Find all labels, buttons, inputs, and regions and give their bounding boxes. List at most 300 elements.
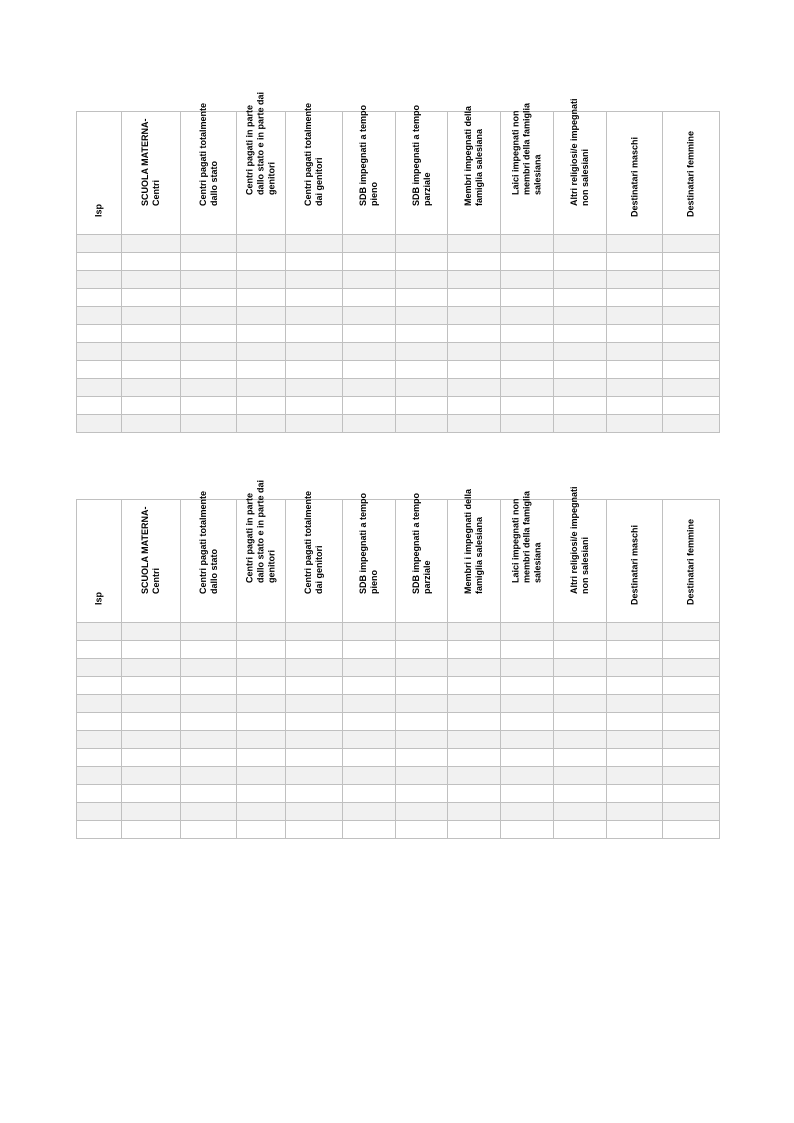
table-cell[interactable] (122, 803, 181, 821)
table-cell[interactable] (501, 415, 554, 433)
table-cell[interactable] (396, 253, 448, 271)
table-cell[interactable] (448, 641, 501, 659)
table-cell[interactable] (237, 415, 286, 433)
table-cell[interactable] (181, 623, 237, 641)
table-cell[interactable] (286, 695, 343, 713)
table-cell[interactable] (122, 415, 181, 433)
table-cell[interactable] (237, 397, 286, 415)
table-cell[interactable] (448, 713, 501, 731)
table-cell[interactable] (607, 641, 663, 659)
table-cell[interactable] (448, 785, 501, 803)
data-table-2 (76, 479, 720, 839)
table-cell[interactable] (607, 379, 663, 397)
table-cell[interactable] (501, 379, 554, 397)
table-cell[interactable] (554, 695, 607, 713)
table-cell[interactable] (286, 731, 343, 749)
table-cell[interactable] (77, 641, 122, 659)
table-cell[interactable] (286, 325, 343, 343)
table-cell[interactable] (181, 821, 237, 839)
table-cell[interactable] (501, 253, 554, 271)
table-cell[interactable] (286, 677, 343, 695)
table-cell[interactable] (663, 343, 720, 361)
table-cell[interactable] (663, 379, 720, 397)
table-cell[interactable] (501, 271, 554, 289)
table-cell[interactable] (396, 343, 448, 361)
table-cell[interactable] (396, 713, 448, 731)
table-cell[interactable] (343, 379, 396, 397)
table-cell[interactable] (237, 361, 286, 379)
table-cell[interactable] (181, 307, 237, 325)
table-cell[interactable] (181, 767, 237, 785)
table-cell[interactable] (396, 677, 448, 695)
table-cell[interactable] (554, 713, 607, 731)
table-cell[interactable] (286, 749, 343, 767)
column-header-sdb-parziale: SDB impegnati a tempo parziale (396, 112, 448, 235)
table-cell[interactable] (396, 803, 448, 821)
table-cell[interactable] (501, 731, 554, 749)
table-cell[interactable] (554, 253, 607, 271)
table-cell[interactable] (554, 677, 607, 695)
table-cell[interactable] (122, 731, 181, 749)
table-cell[interactable] (122, 677, 181, 695)
table-cell[interactable] (77, 271, 122, 289)
table-cell[interactable] (77, 677, 122, 695)
table-cell[interactable] (181, 785, 237, 803)
table-cell[interactable] (501, 767, 554, 785)
table-cell[interactable] (237, 253, 286, 271)
table-cell[interactable] (286, 271, 343, 289)
table-cell[interactable] (77, 821, 122, 839)
column-header-centri-stato: Centri pagati totalmente dallo stato (181, 500, 237, 623)
table-cell[interactable] (396, 361, 448, 379)
table-cell[interactable] (448, 361, 501, 379)
table-cell[interactable] (554, 361, 607, 379)
table-cell[interactable] (237, 785, 286, 803)
table-cell[interactable] (607, 343, 663, 361)
table-cell[interactable] (554, 397, 607, 415)
table-cell[interactable] (181, 659, 237, 677)
table-cell[interactable] (448, 379, 501, 397)
table-cell[interactable] (663, 289, 720, 307)
table-cell[interactable] (448, 253, 501, 271)
table-cell[interactable] (181, 253, 237, 271)
table-cell[interactable] (181, 713, 237, 731)
table-cell[interactable] (554, 659, 607, 677)
table-header-row (77, 112, 720, 235)
table-cell[interactable] (501, 749, 554, 767)
table-cell[interactable] (122, 659, 181, 677)
table-row (77, 659, 720, 677)
table-cell[interactable] (554, 731, 607, 749)
table-cell[interactable] (554, 623, 607, 641)
table-cell[interactable] (343, 641, 396, 659)
table-cell[interactable] (181, 379, 237, 397)
table-cell[interactable] (122, 325, 181, 343)
table-cell[interactable] (181, 749, 237, 767)
table-cell[interactable] (607, 307, 663, 325)
table-cell[interactable] (396, 659, 448, 677)
table-cell[interactable] (607, 749, 663, 767)
table-cell[interactable] (396, 307, 448, 325)
table-cell[interactable] (122, 307, 181, 325)
table-cell[interactable] (448, 415, 501, 433)
table-cell[interactable] (343, 731, 396, 749)
column-header-laici: Laici impegnati non membri della famiglia salesiana (501, 112, 554, 235)
table-cell[interactable] (448, 731, 501, 749)
table-cell[interactable] (396, 415, 448, 433)
table-cell[interactable] (663, 767, 720, 785)
column-header-scuola-materna: SCUOLA MATERNA-Centri (122, 112, 181, 235)
table-cell[interactable] (237, 749, 286, 767)
table-cell[interactable] (396, 325, 448, 343)
table-cell[interactable] (286, 253, 343, 271)
table-cell[interactable] (607, 623, 663, 641)
table-cell[interactable] (237, 713, 286, 731)
table-cell[interactable] (343, 677, 396, 695)
table-cell[interactable] (237, 677, 286, 695)
table-cell[interactable] (396, 235, 448, 253)
table-cell[interactable] (501, 307, 554, 325)
table-cell[interactable] (554, 803, 607, 821)
table-cell[interactable] (501, 343, 554, 361)
table-cell[interactable] (554, 641, 607, 659)
table-cell[interactable] (286, 307, 343, 325)
table-cell[interactable] (181, 271, 237, 289)
table-cell[interactable] (286, 415, 343, 433)
table-cell[interactable] (77, 785, 122, 803)
table-cell[interactable] (77, 379, 122, 397)
table-cell[interactable] (77, 343, 122, 361)
table-cell[interactable] (663, 749, 720, 767)
table-cell[interactable] (181, 325, 237, 343)
table-cell[interactable] (122, 235, 181, 253)
table-cell[interactable] (286, 623, 343, 641)
table-cell[interactable] (501, 803, 554, 821)
table-cell[interactable] (448, 677, 501, 695)
table-cell[interactable] (181, 731, 237, 749)
table-cell[interactable] (237, 731, 286, 749)
table-cell[interactable] (501, 641, 554, 659)
table-cell[interactable] (663, 785, 720, 803)
table-cell[interactable] (77, 713, 122, 731)
table-cell[interactable] (237, 289, 286, 307)
table-cell[interactable] (663, 415, 720, 433)
table-cell[interactable] (448, 343, 501, 361)
table-cell[interactable] (122, 695, 181, 713)
table-cell[interactable] (396, 397, 448, 415)
table-cell[interactable] (343, 659, 396, 677)
table-cell[interactable] (181, 235, 237, 253)
table-cell[interactable] (343, 785, 396, 803)
table-cell[interactable] (448, 271, 501, 289)
table-cell[interactable] (343, 271, 396, 289)
table-cell[interactable] (343, 415, 396, 433)
table-cell[interactable] (181, 803, 237, 821)
table-cell[interactable] (554, 271, 607, 289)
table-cell[interactable] (237, 821, 286, 839)
table-cell[interactable] (501, 289, 554, 307)
table-cell[interactable] (663, 695, 720, 713)
table-cell[interactable] (122, 767, 181, 785)
table-cell[interactable] (237, 343, 286, 361)
table-cell[interactable] (286, 767, 343, 785)
table-cell[interactable] (554, 749, 607, 767)
table-cell[interactable] (286, 361, 343, 379)
table-cell[interactable] (554, 767, 607, 785)
table-cell[interactable] (554, 289, 607, 307)
table-cell[interactable] (343, 803, 396, 821)
table-cell[interactable] (122, 361, 181, 379)
table-cell[interactable] (501, 623, 554, 641)
table-cell[interactable] (77, 361, 122, 379)
column-header-centri-stato-genitori: Centri pagati in parte dallo stato e in parte dai genitori (237, 112, 286, 235)
table-cell[interactable] (663, 271, 720, 289)
table-cell[interactable] (77, 397, 122, 415)
table-cell[interactable] (501, 785, 554, 803)
table-cell[interactable] (286, 289, 343, 307)
table-cell[interactable] (663, 641, 720, 659)
table-cell[interactable] (77, 695, 122, 713)
table-cell[interactable] (501, 659, 554, 677)
table-cell[interactable] (663, 731, 720, 749)
table-cell[interactable] (501, 713, 554, 731)
table-cell[interactable] (122, 397, 181, 415)
table-row (77, 415, 720, 433)
table-cell[interactable] (607, 271, 663, 289)
table-cell[interactable] (396, 767, 448, 785)
table-cell[interactable] (396, 821, 448, 839)
table-cell[interactable] (448, 235, 501, 253)
table-cell[interactable] (396, 641, 448, 659)
table-cell[interactable] (343, 361, 396, 379)
table-cell[interactable] (607, 235, 663, 253)
table-cell[interactable] (237, 379, 286, 397)
table-cell[interactable] (607, 415, 663, 433)
table-cell[interactable] (286, 235, 343, 253)
table-cell[interactable] (77, 731, 122, 749)
table-cell[interactable] (181, 641, 237, 659)
table-cell[interactable] (607, 731, 663, 749)
table-cell[interactable] (237, 695, 286, 713)
table-cell[interactable] (181, 289, 237, 307)
table-cell[interactable] (343, 749, 396, 767)
table-cell[interactable] (181, 677, 237, 695)
table-cell[interactable] (286, 803, 343, 821)
table-cell[interactable] (448, 695, 501, 713)
table-cell[interactable] (554, 821, 607, 839)
table-cell[interactable] (607, 803, 663, 821)
column-header-centri-genitori: Centri pagati totalmente dai genitori (286, 112, 343, 235)
table-cell[interactable] (77, 767, 122, 785)
table-cell[interactable] (122, 289, 181, 307)
table-row (77, 253, 720, 271)
table-cell[interactable] (237, 307, 286, 325)
table-cell[interactable] (607, 785, 663, 803)
column-header-isp: Isp (77, 500, 122, 623)
table-cell[interactable] (607, 289, 663, 307)
table-cell[interactable] (237, 641, 286, 659)
table-row (77, 379, 720, 397)
table-cell[interactable] (343, 235, 396, 253)
table-cell[interactable] (396, 785, 448, 803)
table-cell[interactable] (343, 713, 396, 731)
table-cell[interactable] (343, 289, 396, 307)
table-cell[interactable] (448, 325, 501, 343)
table-cell[interactable] (181, 361, 237, 379)
table-cell[interactable] (396, 749, 448, 767)
table-cell[interactable] (663, 325, 720, 343)
table-cell[interactable] (77, 659, 122, 677)
table-cell[interactable] (343, 821, 396, 839)
table-cell[interactable] (286, 785, 343, 803)
table-cell[interactable] (396, 623, 448, 641)
table-cell[interactable] (663, 235, 720, 253)
table-cell[interactable] (396, 271, 448, 289)
table-cell[interactable] (237, 271, 286, 289)
table-cell[interactable] (554, 325, 607, 343)
table-cell[interactable] (237, 767, 286, 785)
table-cell[interactable] (122, 271, 181, 289)
table-cell[interactable] (181, 397, 237, 415)
column-header-sdb-pieno: SDB impegnati a tempo pieno (343, 500, 396, 623)
table-cell[interactable] (554, 343, 607, 361)
table-cell[interactable] (343, 325, 396, 343)
table-cell[interactable] (663, 659, 720, 677)
table-cell[interactable] (286, 713, 343, 731)
table-cell[interactable] (396, 289, 448, 307)
table-cell[interactable] (448, 803, 501, 821)
table-cell[interactable] (448, 821, 501, 839)
table-cell[interactable] (122, 785, 181, 803)
data-table-1 (76, 91, 720, 433)
table-cell[interactable] (286, 641, 343, 659)
table-cell[interactable] (663, 361, 720, 379)
table-cell[interactable] (343, 397, 396, 415)
table-cell[interactable] (343, 623, 396, 641)
table-cell[interactable] (286, 821, 343, 839)
table-cell[interactable] (237, 623, 286, 641)
table-cell[interactable] (448, 307, 501, 325)
table-cell[interactable] (77, 749, 122, 767)
table-cell[interactable] (286, 343, 343, 361)
table-cell[interactable] (77, 803, 122, 821)
table-cell[interactable] (122, 623, 181, 641)
table-cell[interactable] (122, 749, 181, 767)
table-cell[interactable] (396, 379, 448, 397)
table-cell[interactable] (501, 325, 554, 343)
table-cell[interactable] (122, 641, 181, 659)
table-cell[interactable] (607, 677, 663, 695)
table-cell[interactable] (122, 343, 181, 361)
table-cell[interactable] (607, 253, 663, 271)
table-cell[interactable] (181, 343, 237, 361)
column-header-laici: Laici impegnati non membri della famiglia salesiana (501, 500, 554, 623)
column-header-centri-stato: Centri pagati totalmente dallo stato (181, 112, 237, 235)
table-cell[interactable] (501, 695, 554, 713)
table-cell[interactable] (343, 343, 396, 361)
table-cell[interactable] (237, 803, 286, 821)
table-cell[interactable] (554, 785, 607, 803)
table-cell[interactable] (663, 397, 720, 415)
table-cell[interactable] (663, 713, 720, 731)
table-row (77, 749, 720, 767)
table-cell[interactable] (607, 767, 663, 785)
table-row (77, 641, 720, 659)
table-body-1 (77, 235, 720, 433)
table-cell[interactable] (181, 695, 237, 713)
table-cell[interactable] (501, 361, 554, 379)
table-cell[interactable] (237, 659, 286, 677)
table-cell[interactable] (237, 325, 286, 343)
table-cell[interactable] (501, 677, 554, 695)
table-cell[interactable] (607, 397, 663, 415)
table-cell[interactable] (77, 289, 122, 307)
table-cell[interactable] (663, 821, 720, 839)
table-cell[interactable] (663, 803, 720, 821)
table-cell[interactable] (343, 307, 396, 325)
table-cell[interactable] (448, 659, 501, 677)
table-cell[interactable] (448, 397, 501, 415)
table-cell[interactable] (77, 325, 122, 343)
table-cell[interactable] (607, 361, 663, 379)
table-cell[interactable] (396, 695, 448, 713)
table-cell[interactable] (122, 379, 181, 397)
table-cell[interactable] (607, 695, 663, 713)
table-cell[interactable] (501, 235, 554, 253)
table-cell[interactable] (448, 289, 501, 307)
table-cell[interactable] (448, 767, 501, 785)
table-cell[interactable] (77, 253, 122, 271)
table-cell[interactable] (77, 623, 122, 641)
table-cell[interactable] (554, 415, 607, 433)
column-header-isp: Isp (77, 112, 122, 235)
table-cell[interactable] (607, 821, 663, 839)
table-cell[interactable] (77, 307, 122, 325)
table-cell[interactable] (343, 695, 396, 713)
table-cell[interactable] (663, 253, 720, 271)
table-cell[interactable] (122, 713, 181, 731)
table-cell[interactable] (448, 749, 501, 767)
table-cell[interactable] (607, 659, 663, 677)
table-cell[interactable] (343, 253, 396, 271)
column-header-sdb-pieno: SDB impegnati a tempo pieno (343, 112, 396, 235)
table-cell[interactable] (396, 731, 448, 749)
table-cell[interactable] (448, 623, 501, 641)
table-cell[interactable] (181, 415, 237, 433)
table-cell[interactable] (77, 235, 122, 253)
table-cell[interactable] (554, 235, 607, 253)
table-cell[interactable] (286, 659, 343, 677)
table-cell[interactable] (77, 415, 122, 433)
table-cell[interactable] (663, 677, 720, 695)
table-cell[interactable] (122, 253, 181, 271)
table-cell[interactable] (554, 307, 607, 325)
table-cell[interactable] (122, 821, 181, 839)
table-cell[interactable] (501, 397, 554, 415)
table-cell[interactable] (237, 235, 286, 253)
table-cell[interactable] (501, 821, 554, 839)
table-cell[interactable] (286, 397, 343, 415)
table-cell[interactable] (286, 379, 343, 397)
table-cell[interactable] (554, 379, 607, 397)
table-cell[interactable] (607, 325, 663, 343)
table-cell[interactable] (343, 767, 396, 785)
table-row (77, 677, 720, 695)
table-cell[interactable] (663, 307, 720, 325)
table-cell[interactable] (607, 713, 663, 731)
table-row (77, 623, 720, 641)
table-cell[interactable] (663, 623, 720, 641)
